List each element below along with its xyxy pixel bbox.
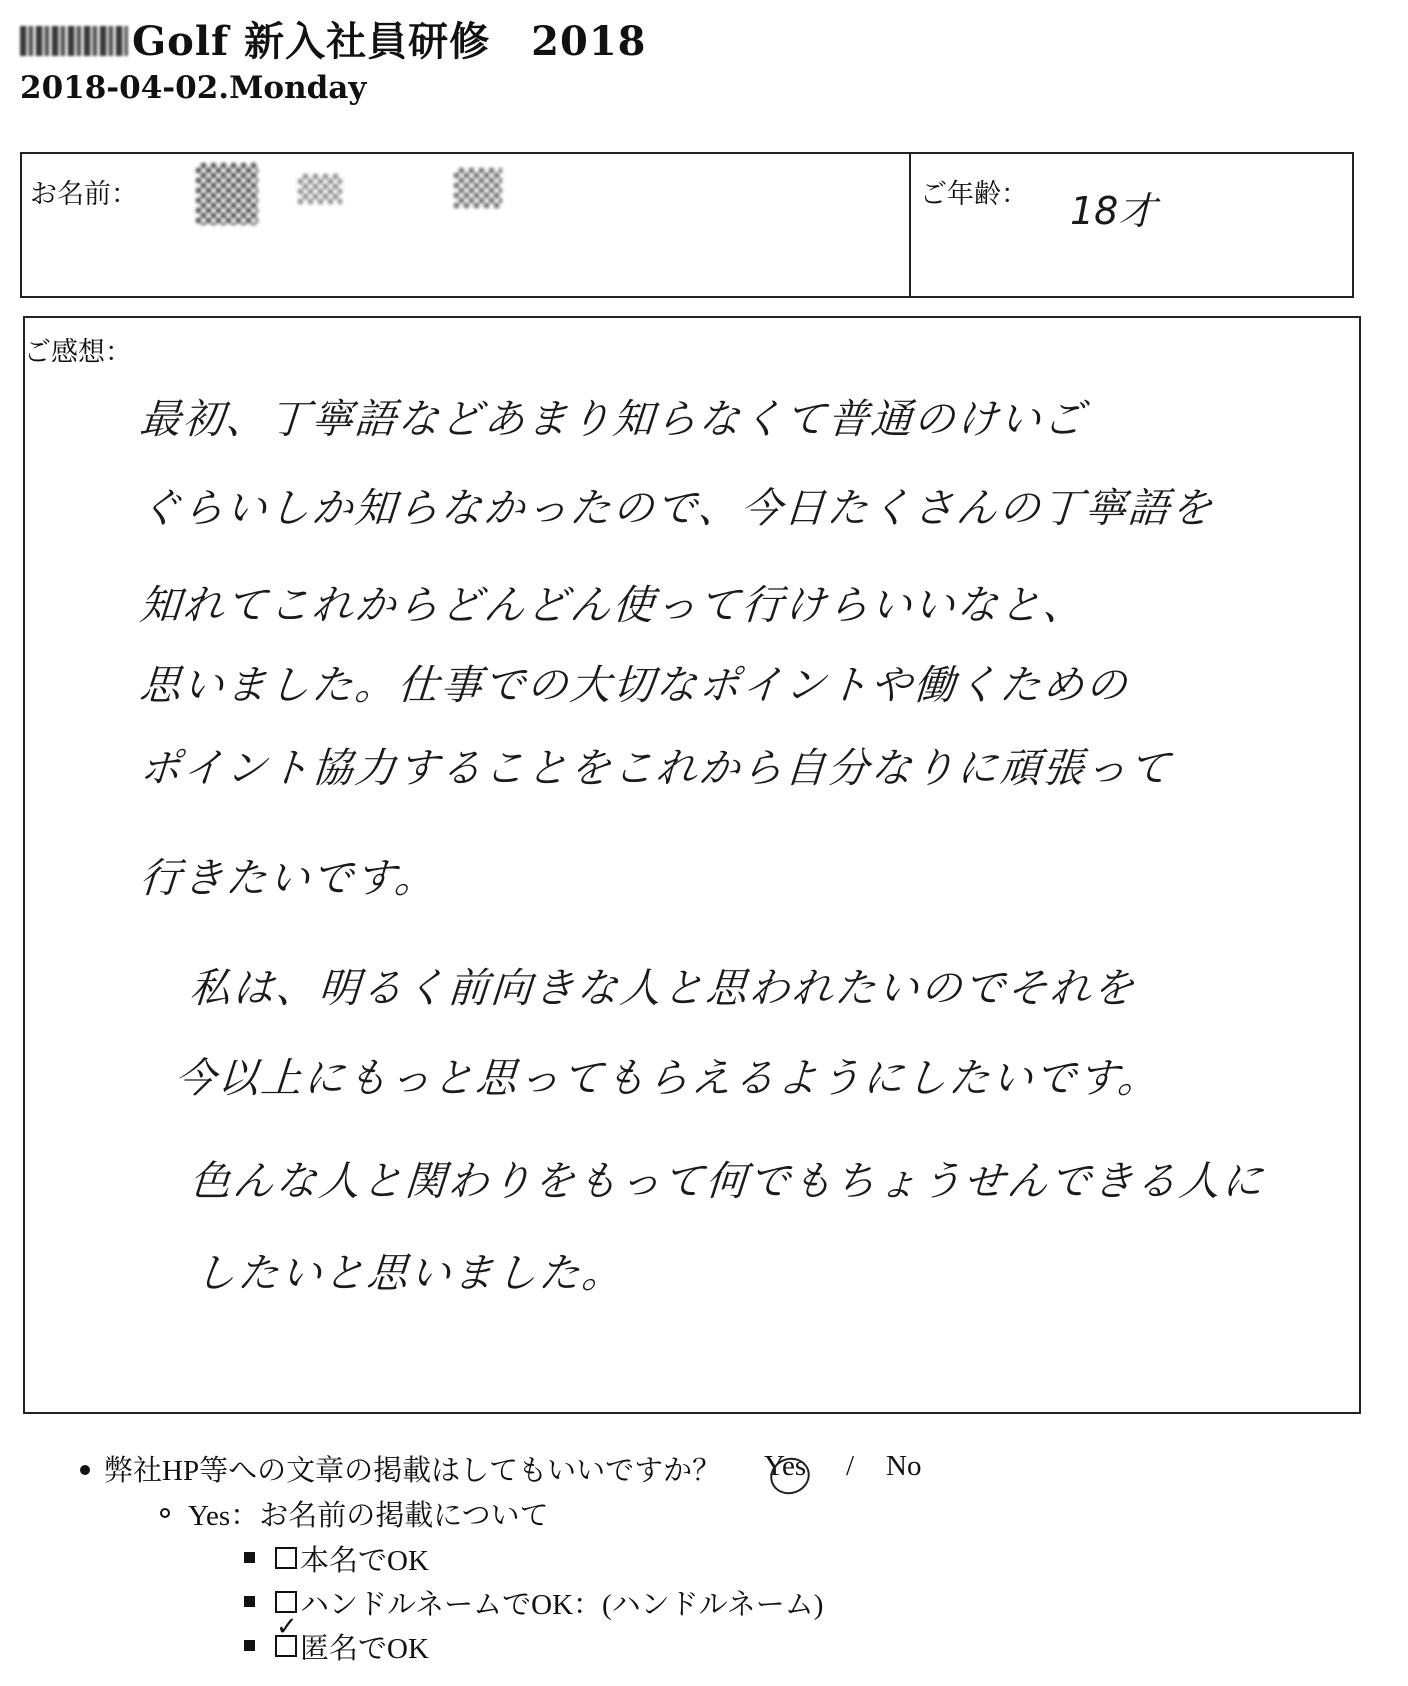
comment-line: 最初、丁寧語などあまり知らなくて普通のけいご xyxy=(138,395,1088,443)
square-bullet-icon xyxy=(244,1640,255,1651)
name-label: お名前： xyxy=(30,179,138,210)
comment-line: 知れてこれからどんどん使って行けらいいなと、 xyxy=(138,581,1088,629)
yes-no-separator: / xyxy=(846,1450,855,1482)
comment-line: 行きたいです。 xyxy=(138,854,440,902)
comment-line: ポイント協力することをこれから自分なりに頑張って xyxy=(138,744,1174,792)
comment-line: 私は、明るく前向きな人と思われたいのでそれを xyxy=(188,964,1138,1012)
comment-line: 思いました。仕事での大切なポイントや働くための xyxy=(138,661,1131,709)
comment-label: ご感想： xyxy=(24,337,132,368)
square-bullet-icon xyxy=(244,1596,255,1607)
option-handle-name: ハンドルネームでOK：(ハンドルネーム) xyxy=(300,1589,824,1621)
no-option[interactable]: No xyxy=(886,1450,922,1482)
checkbox-real-name[interactable] xyxy=(275,1547,297,1569)
comment-line: 今以上にもっと思ってもらえるようにしたいです。 xyxy=(173,1054,1163,1102)
sub-bullet-icon xyxy=(160,1508,170,1518)
redacted-name-mosaic xyxy=(298,174,342,204)
age-value: 18才 xyxy=(1070,189,1157,233)
company-logo-redacted xyxy=(20,26,128,56)
page-title: Golf 新入社員研修 2018 xyxy=(132,18,647,65)
comment-line: 色んな人と関わりをもって何でもちょうせんできる人に xyxy=(188,1157,1267,1205)
publish-question: 弊社HP等への文章の掲載はしてもいいですか？ xyxy=(104,1455,722,1487)
name-publish-sub-label: Yes：お名前の掲載について xyxy=(188,1500,549,1532)
comment-line: ぐらいしか知らなかったので、今日たくさんの丁寧語を xyxy=(138,484,1216,532)
checkmark-icon: ✓ xyxy=(276,1612,298,1641)
checkbox-handle-name[interactable] xyxy=(275,1591,297,1613)
redacted-name-mosaic xyxy=(196,163,258,225)
bullet-icon xyxy=(80,1465,90,1475)
yes-option[interactable]: Yes xyxy=(764,1450,807,1482)
comment-line: したいと思いました。 xyxy=(193,1249,627,1297)
square-bullet-icon xyxy=(244,1552,255,1563)
age-label: ご年齢： xyxy=(920,179,1028,210)
redacted-name-mosaic xyxy=(454,168,502,208)
option-real-name: 本名でOK xyxy=(300,1545,429,1577)
page-date: 2018-04-02.Monday xyxy=(20,70,367,106)
option-anonymous: 匿名でOK xyxy=(300,1633,429,1665)
